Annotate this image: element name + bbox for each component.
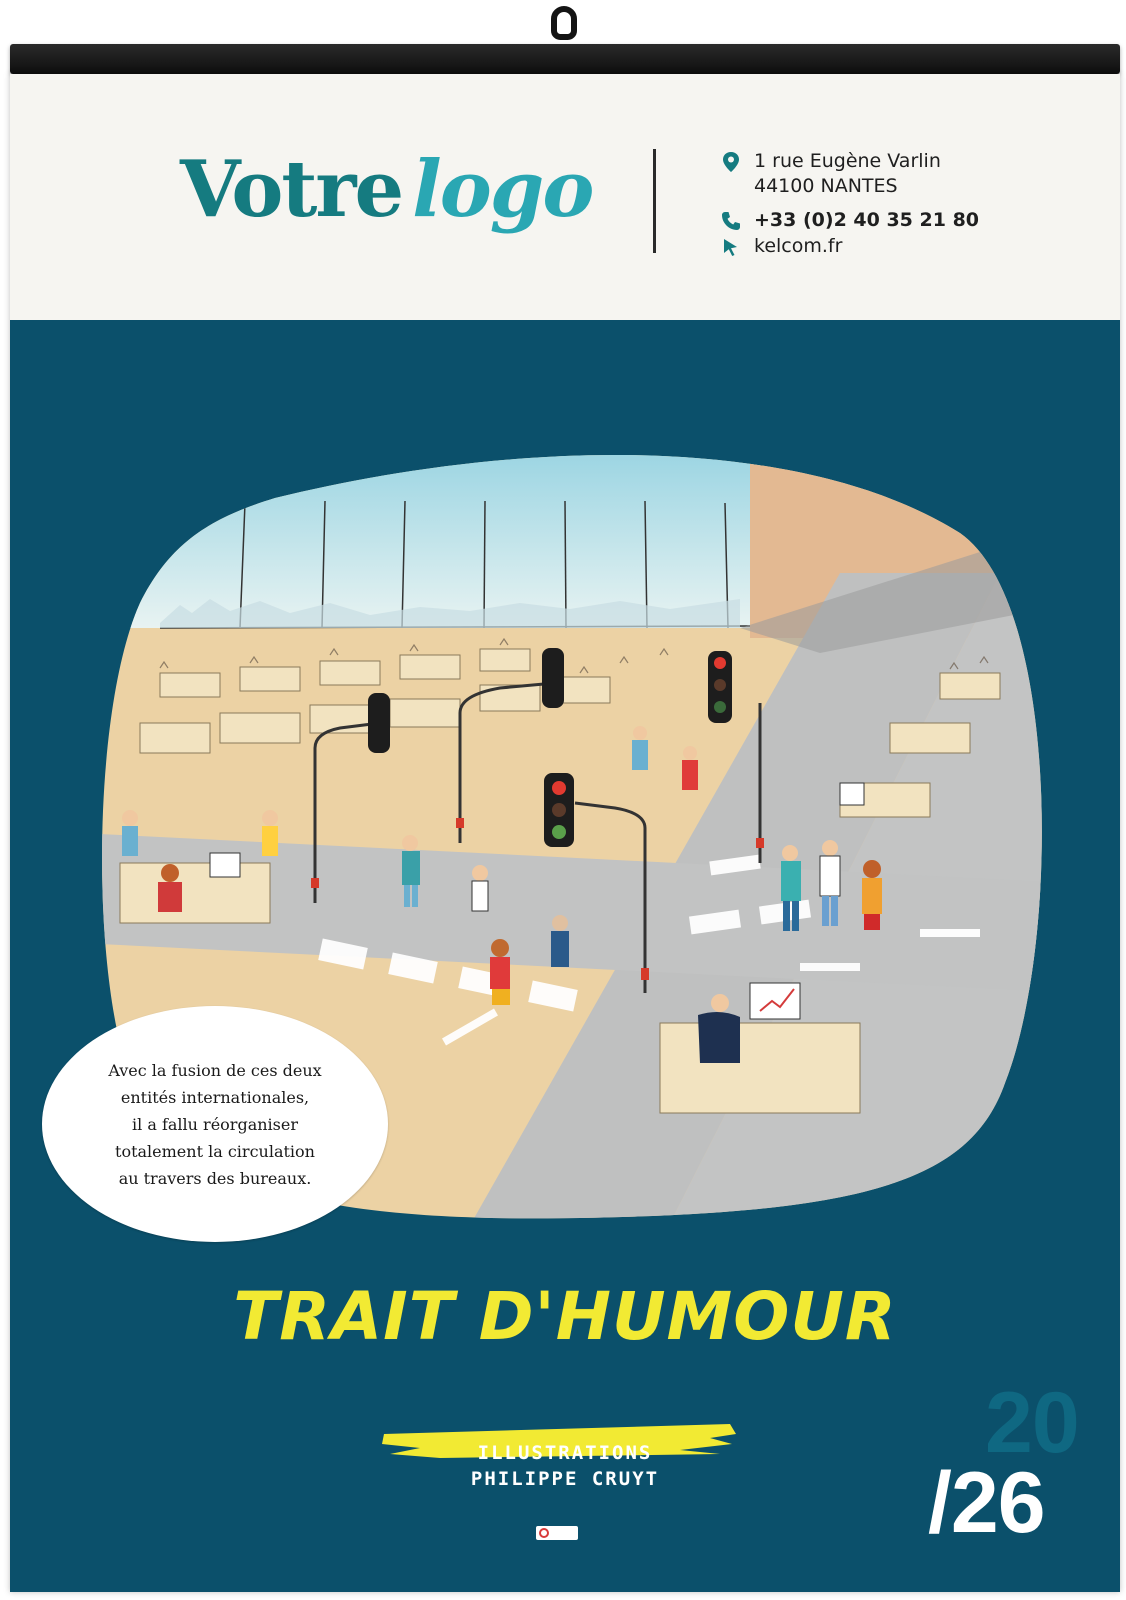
calendar-header [10, 74, 1120, 326]
label-badge-icon [536, 1526, 578, 1540]
bubble-line: totalement la circulation [115, 1141, 315, 1161]
address-line-2: 44100 NANTES [754, 175, 898, 197]
bubble-line: entités internationales, [120, 1087, 310, 1107]
bubble-line: Avec la fusion de ces deux [108, 1060, 322, 1080]
bubble-line: il a fallu réorganiser [132, 1114, 298, 1134]
phone-icon [720, 210, 742, 232]
location-pin-icon [720, 151, 742, 173]
cursor-icon [720, 236, 742, 258]
logo [180, 144, 592, 235]
speech-bubble [42, 1006, 388, 1242]
hanger-hook [551, 6, 577, 40]
website-link: kelcom.fr [754, 235, 843, 257]
year-suffix: /26 [928, 1455, 1045, 1551]
bubble-line: au travers des bureaux. [118, 1168, 312, 1188]
address-block [720, 149, 941, 199]
phone-block [720, 208, 979, 233]
logo-word-1: Votre [180, 144, 403, 235]
address-line-1: 1 rue Eugène Varlin [754, 150, 941, 172]
website-block [720, 234, 842, 259]
header-divider [653, 149, 656, 253]
hanger-bar [10, 44, 1120, 74]
phone-number: +33 (0)2 40 35 21 80 [754, 209, 980, 231]
calendar-sheet [10, 74, 1120, 1592]
logo-word-2: logo [412, 144, 593, 235]
credit-line-2: PHILIPPE CRUYT [470, 1468, 660, 1490]
year-century: 20 [985, 1375, 1079, 1471]
collection-title: TRAIT D'HUMOUR [233, 1278, 897, 1355]
calendar-panel [10, 320, 1120, 1592]
credit-line-1: ILLUSTRATIONS [477, 1442, 653, 1464]
